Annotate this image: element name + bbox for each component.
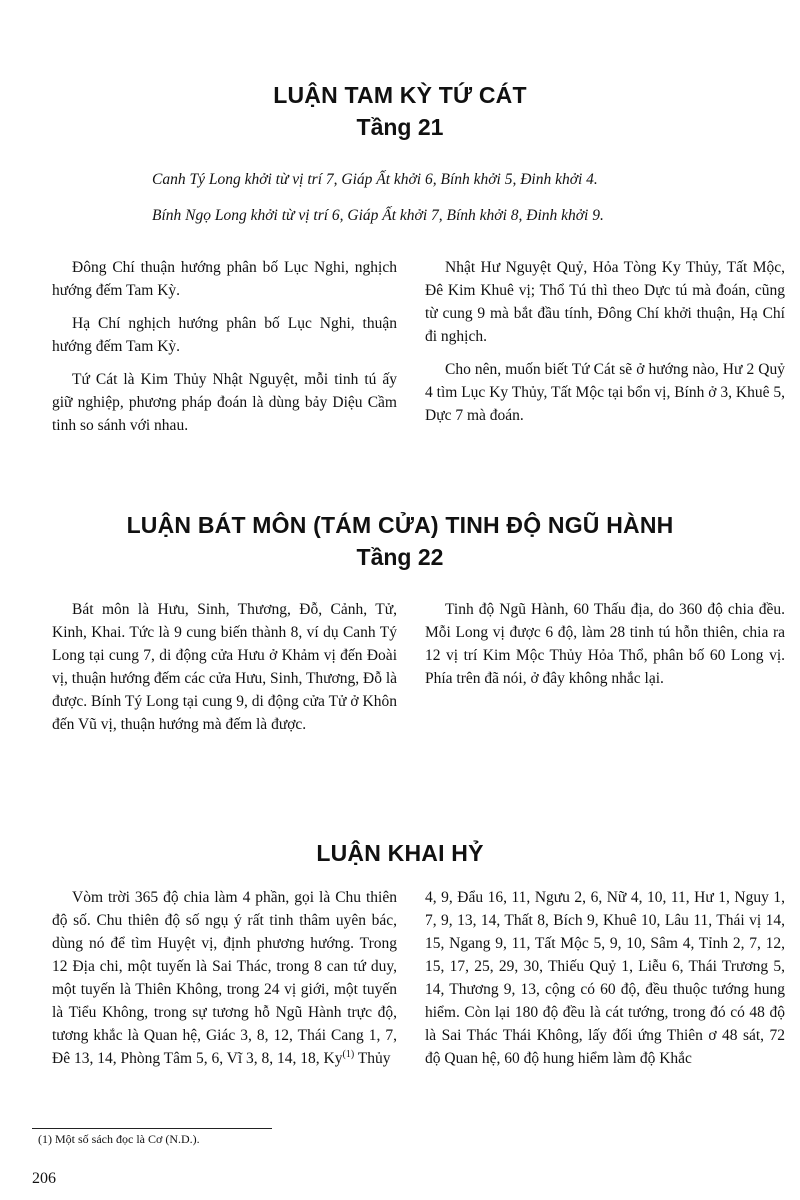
section-subtitle-tang-21: Tầng 21 (356, 114, 444, 140)
paragraph: 4, 9, Đẩu 16, 11, Ngưu 2, 6, Nữ 4, 10, 11, Hư 1, Nguy 1, 7, 9, 13, 14, Thất 8, Bích 9, Khuê 10, Lâu 11, Thái vị 14, 15, Ngang 9, 11, Tất Mộc 5, 9, 10, Sâm 4, Tỉnh 2, 7, 12, 15, 17, 25, 29, 30, Thiếu Quỷ 1, Liễu 6, Thái Trương 5, 14, Thương 9, 13, cộng có 60 độ, đều thuộc tướng hung hiểm. Còn lại 180 độ đều là cát tướng, trong đó có 48 độ là Sai Thác Thái Không, lấy đối ứng Thiên ơ 48 sát, 72 độ Quan hệ, 60 độ hung hiểm làm độ Khắc (425, 889, 785, 1067)
intro-line: Canh Tý Long khởi từ vị trí 7, Giáp Ất khởi 6, Bính khởi 5, Đinh khởi 4. (152, 171, 598, 188)
footnote-divider (32, 1128, 272, 1129)
left-column-s3 (52, 886, 397, 1080)
paragraph: Tinh độ Ngũ Hành, 60 Thấu địa, do 360 độ chia đều. Mỗi Long vị được 6 độ, làm 28 tinh tú hỗn thiên, chia ra 12 vị trí Kim Mộc Thủy Hỏa Thổ, phân bố 60 Long vị. Phía trên đã nói, ở đây không nhắc lại. (425, 601, 785, 687)
paragraph: Đông Chí thuận hướng phân bố Lục Nghi, nghịch hướng đếm Tam Kỳ. (52, 259, 397, 299)
paragraph (52, 886, 397, 1070)
paragraph-tail: Thủy (354, 1050, 391, 1067)
section-title-bat-mon: LUẬN BÁT MÔN (TÁM CỬA) TINH ĐỘ NGŨ HÀNH (126, 512, 674, 538)
right-column-s1 (425, 256, 785, 437)
left-column-s2 (52, 598, 397, 746)
right-column-s2 (425, 598, 785, 700)
page-number: 206 (32, 1170, 56, 1187)
paragraph: Cho nên, muốn biết Tứ Cát sẽ ở hướng nào, Hư 2 Quỷ 4 tìm Lục Ky Thủy, Tất Mộc tại bổn vị, Bính ở 3, Khuê 5, Dực 7 mà đoán. (425, 361, 785, 424)
paragraph: Nhật Hư Nguyệt Quỷ, Hỏa Tòng Ky Thủy, Tất Mộc, Đê Kim Khuê vị; Thổ Tú thì theo Dực tú mà đoán, cũng từ cung 9 mà bắt đầu tính, Đông Chí khởi thuận, Hạ Chí đi nghịch. (425, 259, 785, 345)
paragraph: Hạ Chí nghịch hướng phân bố Lục Nghi, thuận hướng đếm Tam Kỳ. (52, 315, 397, 355)
section-title-tam-ky: LUẬN TAM KỲ TỨ CÁT (273, 82, 527, 108)
section-subtitle-tang-22: Tầng 22 (356, 544, 444, 570)
footnote-ref: (1) (342, 1048, 355, 1060)
left-column-s1 (52, 256, 397, 447)
intro-block (152, 166, 782, 238)
right-column-s3 (425, 886, 785, 1080)
paragraph: Bát môn là Hưu, Sinh, Thương, Đỗ, Cảnh, Tử, Kinh, Khai. Tức là 9 cung biến thành 8, ví dụ Canh Tý Long tại cung 7, di động cửa Hưu ở Khảm vị đến Đoài vị, thuận hướng đếm các cửa Hưu, Sinh, Thương, Đỗ là được. Bính Tý Long tại cung 9, di động cửa Tử ở Khôn đến Vũ vị, thuận hướng mà đếm là được. (52, 601, 398, 733)
intro-line: Bính Ngọ Long khởi từ vị trí 6, Giáp Ất khởi 7, Bính khởi 8, Đinh khởi 9. (152, 207, 604, 224)
paragraph: Tứ Cát là Kim Thủy Nhật Nguyệt, mỗi tinh tú ấy giữ nghiệp, phương pháp đoán là dùng bảy Diệu Cầm tinh so sánh với nhau. (52, 371, 397, 434)
footnote: (1) Một số sách đọc là Cơ (N.D.). (38, 1132, 200, 1146)
section-title-khai-hy: LUẬN KHAI HỶ (316, 840, 484, 866)
paragraph-text: Vòm trời 365 độ chia làm 4 phần, gọi là Chu thiên độ số. Chu thiên độ số ngụ ý rất tinh thâm uyên bác, dùng nó để tìm Huyệt vị, định phương hướng. Trong 12 Địa chi, một tuyến là Sai Thác, trong 8 can tứ duy, một tuyến là Thiên Không, trong 24 vị giới, một tuyến là Tiểu Không, trong sự tương hỗ Ngũ Hành trực độ, tương khắc là Quan hệ, Giác 3, 8, 12, Thái Cang 1, 7, Đê 13, 14, Phòng Tâm 5, 6, Vĩ 3, 8, 14, 18, Ky (52, 889, 397, 1067)
